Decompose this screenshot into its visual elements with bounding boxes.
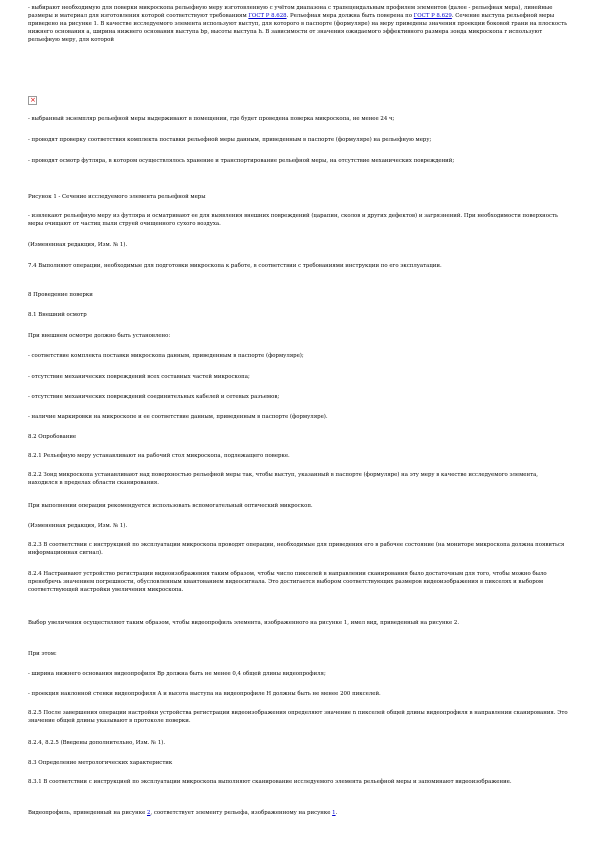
paragraph: 8.2.3 В соответствии с инструкцией по эксплуатации микроскопа проводят операции, необходимые для приведения его в рабочее состояние (на мониторе микроскопа должна появиться информационная сигнал).	[28, 542, 565, 556]
paragraph: Выбор увеличения осуществляют таким образом, чтобы видеопрофиль элемента, изображенного на рисунке 1, имел вид, приведенный на рисунке 2.	[28, 620, 460, 626]
list-item: - соответствие комплекта поставки микроскопа данным, приведенным в паспорте (формуляре);	[28, 353, 304, 359]
broken-image-icon: ×	[30, 96, 36, 104]
paragraph: 8.2.5 После завершения операции настройки устройства регистрации видеоизображения определяют значение n пикселей общей длины видеопрофиля в направлении сканирования. Это значение общей длины указывают в протоколе поверки.	[28, 710, 568, 724]
list-item: - наличие маркировки на микроскопе и ее соответствие данным, приведенным в паспорте (формуляре).	[28, 414, 328, 420]
paragraph: 8.2.4 Настраивают устройство регистрации видеоизображения таким образом, чтобы число пикселей в направлении сканирования было достаточным для того, чтобы можно было пренебречь значением погрешности, обусловленным квантованием видеосигнала. Это достигается выбором соответствующих размеров видеоизображения в пикселях и выбором соответствующей настройки увеличения микроскопа.	[28, 571, 547, 593]
amendment-note: (Измененная редакция, Изм. № 1).	[28, 242, 128, 248]
amendment-note: (Измененная редакция, Изм. № 1).	[28, 523, 128, 529]
figure-2-link[interactable]: 2	[146, 810, 151, 816]
gost-link-8629[interactable]: ГОСТ Р 8.629	[413, 13, 452, 19]
figure-1-link[interactable]: 1	[332, 810, 336, 816]
subsection-heading: 8.3 Определение метрологических характеристик	[28, 760, 173, 766]
paragraph: 8.2.1 Рельефную меру устанавливают на рабочий стол микроскопа, подлежащего поверке.	[28, 453, 290, 459]
section-heading: 8 Проведение поверки	[28, 292, 93, 298]
list-item: - ширина нижнего основания видеопрофиля Bp должна быть не менее 0,4 общей длины видеопрофиля;	[28, 671, 326, 677]
list-item: - отсутствие механических повреждений соединительных кабелей и сетевых разъемов;	[28, 394, 280, 400]
list-item: - отсутствие механических повреждений всех составных частей микроскопа;	[28, 374, 250, 380]
paragraph: - выбранный экземпляр рельефной меры выдерживают в помещении, где будет проведена поверка микроскопа, не менее 24 ч;	[28, 116, 395, 122]
subsection-heading: 8.1 Внешний осмотр	[28, 312, 87, 318]
paragraph: 8.3.1 В соответствии с инструкцией по эксплуатации микроскопа выполняют сканирование исследуемого элемента рельефной меры и запоминают видеоизображение.	[28, 779, 512, 785]
gost-link-8628[interactable]: ГОСТ Р 8.628	[248, 13, 287, 19]
paragraph: - проводят осмотр футляра, в котором осуществлялось хранение и транспортирование рельефной меры, на отсутствие механических повреждений;	[28, 158, 455, 164]
paragraph: При этом:	[28, 651, 57, 657]
paragraph: - проводят проверку соответствия комплекта поставки рельефной меры данным, приведенным в паспорте (формуляре) на рельефную меру;	[28, 137, 432, 143]
list-item: - проекция наклонной стенки видеопрофиля A и высота выступа на видеопрофиле H должны быть не менее 200 пикселей.	[28, 691, 381, 697]
amendment-note: 8.2.4, 8.2.5 (Введены дополнительно, Изм. № 1).	[28, 740, 166, 746]
paragraph: 8.2.2 Зонд микроскопа устанавливают над поверхностью рельефной меры так, чтобы выступ, указанный в паспорте (формуляре) на эту меру в качестве исследуемого элемента, находился в пределах области сканирования.	[28, 472, 538, 486]
paragraph: - извлекают рельефную меру из футляра и осматривают ее для выявления внешних повреждений (царапин, сколов и других дефектов) и загрязнений. При необходимости поверхность меры очищают от частиц пыли струей очищенного сухого воздуха.	[28, 213, 558, 227]
paragraph: 7.4 Выполняют операции, необходимые для подготовки микроскопа к работе, в соответствии с требованиями инструкции по его эксплуатации.	[28, 263, 442, 269]
paragraph: При выполнении операции рекомендуется использовать вспомогательный оптический микроскоп.	[28, 503, 313, 509]
paragraph: При внешнем осмотре должно быть установлено:	[28, 333, 171, 339]
figure-caption: Рисунок 1 - Сечение исследуемого элемента рельефной меры	[28, 194, 206, 200]
paragraph-figure-reference: Видеопрофиль, приведенный на рисунке 2, соответствует элементу рельефа, изображенному на рисунке 1.	[28, 810, 338, 816]
subsection-heading: 8.2 Опробование	[28, 434, 77, 440]
paragraph-measure-selection: - выбирают необходимую для поверки микроскопа рельефную меру изготовленную с учётом диапазона с трапецеидальным профилем элементов (далее - рельефная мера), линейные размеры и материал для изготовления которой соответствуют требованиям ГОСТ Р 8.628. Рельефная мера должна быть поверена по ГОСТ Р 8.629. Сечение выступа рельефной меры приведено на рисунке 1. В качестве исследуемого элемента используют выступ, для которого в паспорте (формуляре) на меру приведены значения проекции боковой грани на плоскость нижнего основания a, ширина нижнего основания выступа bp, высоты выступа h. В зависимости от значения ожидаемого эффективного размера зонда микроскопа r используют рельефную меру, для которой	[28, 5, 568, 43]
